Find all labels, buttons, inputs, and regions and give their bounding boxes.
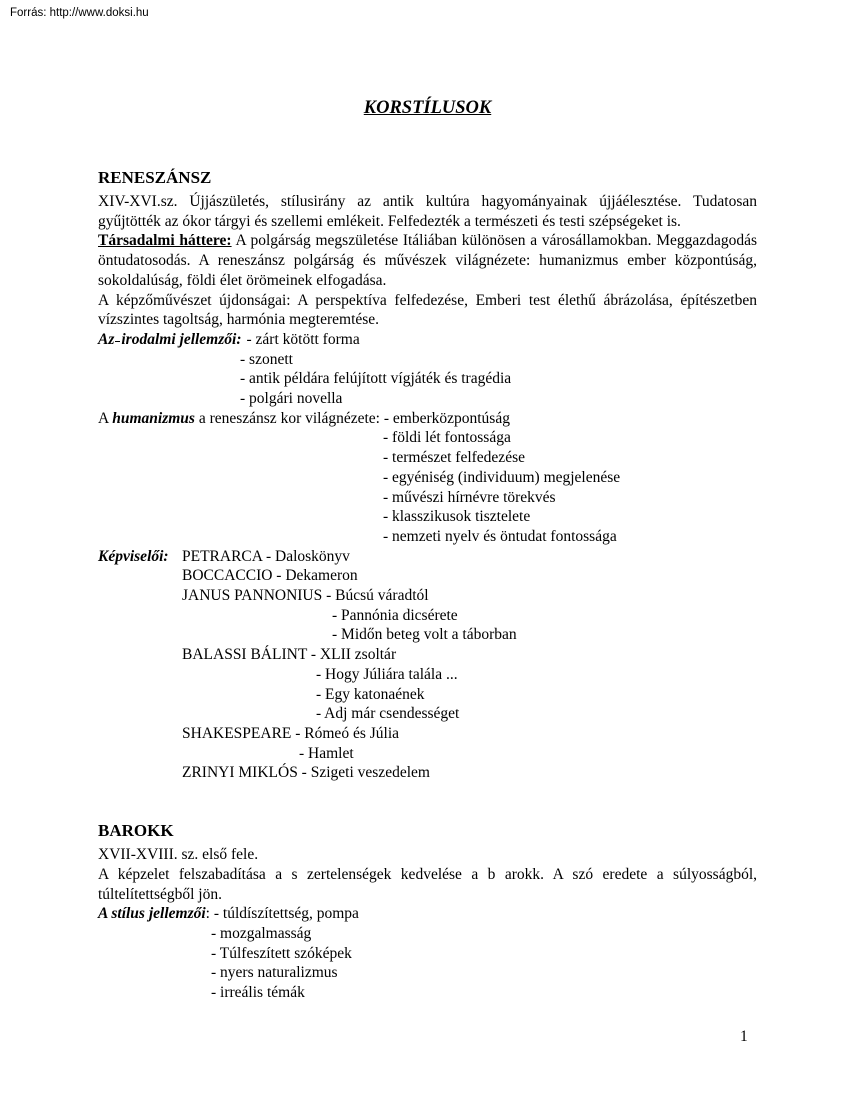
baroque-period: XVII-XVIII. sz. első fele. (98, 846, 259, 864)
style-features-label: A stílus jellemzői (98, 905, 206, 923)
representative-entry: BALASSI BÁLINT - XLII zsoltár (182, 646, 397, 664)
literary-item: - zárt kötött forma (246, 330, 360, 348)
paragraph-social-background (98, 231, 757, 290)
section-heading-reneszansz: RENESZÁNSZ (98, 168, 212, 187)
representative-entry: SHAKESPEARE - Rómeó és Júlia (182, 724, 399, 742)
page-number: 1 (740, 1028, 748, 1045)
underlined-space (115, 339, 120, 342)
style-features-line (98, 904, 757, 924)
style-item: - Túlfeszített szóképek (211, 944, 352, 962)
page-title: KORSTÍLUSOK (363, 98, 492, 118)
paragraph-baroque-origin: A képzelet felszabadítása a s zertelenségek kedvelése a b arokk. A szó eredete a súlyosságból, túltelítettségből jön. (98, 865, 757, 903)
representative-entry: BOCCACCIO - Dekameron (182, 567, 358, 585)
literary-item: - szonett (240, 350, 293, 368)
humanism-prefix: A (98, 409, 113, 427)
humanism-text: a reneszánsz kor világnézete: (194, 409, 384, 427)
representatives-row (98, 547, 757, 567)
humanism-item: - egyéniség (individuum) megjelenése (383, 468, 621, 486)
style-item: - irreális témák (211, 984, 305, 1002)
humanism-item: - természet felfedezése (383, 449, 525, 467)
document-content (98, 0, 757, 1003)
representative-work: - Adj már csendességet (316, 705, 460, 723)
representative-entry: PETRARCA - Daloskönyv (182, 547, 350, 565)
literary-item: - polgári novella (240, 390, 343, 408)
literary-features-label-2: irodalmi jellemzői: (121, 330, 242, 348)
section-heading-barokk: BAROKK (98, 821, 174, 841)
representative-work: - Midőn beteg volt a táborban (332, 626, 517, 644)
literary-item: - antik példára felújított vígjáték és tragédia (240, 370, 512, 388)
representative-entry: ZRINYI MIKLÓS - Szigeti veszedelem (182, 764, 430, 782)
style-item: : - túldíszítettség, pompa (205, 905, 359, 923)
humanism-item: - nemzeti nyelv és öntudat fontossága (383, 527, 617, 545)
style-item: - nyers naturalizmus (211, 964, 338, 982)
humanism-item: - földi lét fontossága (383, 429, 511, 447)
humanism-item: - művészi hírnévre törekvés (383, 488, 556, 506)
paragraph-renaissance-intro: XIV-XVI.sz. Újjászületés, stílusirány az antik kultúra hagyományainak újjáélesztése. Tudatosan gyűjtötték az ókor tárgyi és szellemi emlékeit. Felfedezték a természeti és testi szépségeket is. (98, 193, 757, 230)
paragraph-fine-arts: A képzőművészet újdonságai: A perspektíva felfedezése, Emberi test élethű ábrázolása, építészetben vízszintes tagoltság, harmónia megteremtése. (98, 291, 757, 329)
source-note: Forrás: http://www.doksi.hu (10, 7, 149, 19)
representative-work: - Hogy Júliára talála ... (316, 665, 458, 683)
representative-work: - Hamlet (299, 744, 354, 762)
literary-features-line (98, 330, 757, 350)
social-background-text: A polgárság megszületése Itáliában különösen a városállamokban. Meggazdagodás öntudatosodás. A reneszánsz polgárság és művészek világnézete: humanizmus ember központúság, sokoldalúság, földi élet örömeinek elfogadása. (98, 232, 757, 289)
style-item: - mozgalmasság (211, 924, 312, 942)
representative-entry: JANUS PANNONIUS - Búcsú váradtól (182, 587, 429, 605)
humanism-item: - emberközpontúság (383, 409, 510, 427)
literary-features-label: Az (98, 330, 115, 348)
humanism-term: humanizmus (112, 409, 195, 427)
social-background-label: Társadalmi háttere: (98, 232, 232, 250)
humanism-item: - klasszikusok tisztelete (383, 508, 531, 526)
humanism-line (98, 409, 757, 429)
representative-work: - Egy katonaének (316, 685, 425, 703)
representatives-label: Képviselői: (98, 547, 169, 565)
representative-work: - Pannónia dicsérete (332, 606, 458, 624)
